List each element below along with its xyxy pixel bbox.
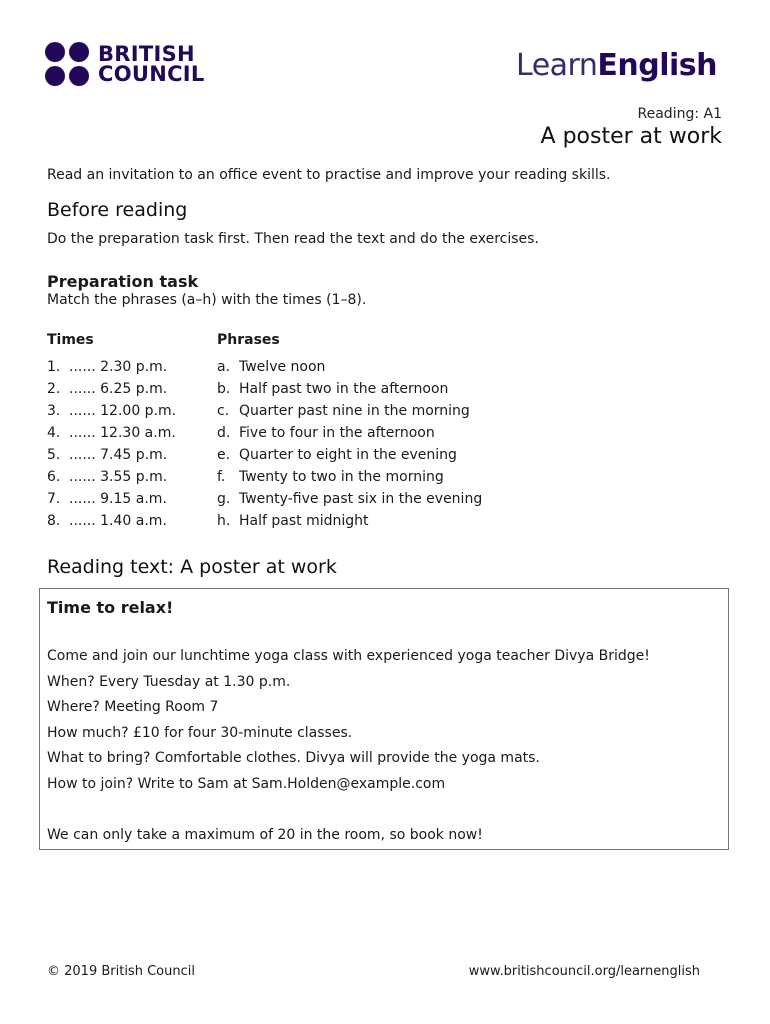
poster-line: Where? Meeting Room 7	[47, 699, 219, 715]
list-item: 4. ...... 12.30 a.m.	[47, 425, 176, 441]
page-title: A poster at work	[540, 124, 722, 149]
poster-title: Time to relax!	[47, 598, 174, 617]
list-item: 2. ...... 6.25 p.m.	[47, 381, 168, 397]
reading-text-heading: Reading text: A poster at work	[47, 556, 337, 578]
phrases-column-header: Phrases	[217, 332, 280, 348]
list-item: h. Half past midnight	[217, 513, 369, 529]
list-item: 1. ...... 2.30 p.m.	[47, 359, 168, 375]
list-item: d. Five to four in the afternoon	[217, 425, 435, 441]
list-item: f. Twenty to two in the morning	[217, 469, 444, 485]
logo-dots-icon	[45, 42, 89, 86]
poster-line: What to bring? Comfortable clothes. Divya will provide the yoga mats.	[47, 750, 540, 766]
logo-wordmark: BRITISH COUNCIL	[98, 42, 205, 86]
list-item: a. Twelve noon	[217, 359, 326, 375]
poster-line: When? Every Tuesday at 1.30 p.m.	[47, 674, 291, 690]
level-label: Reading: A1	[637, 106, 722, 122]
list-item: 8. ...... 1.40 a.m.	[47, 513, 167, 529]
list-item: 6. ...... 3.55 p.m.	[47, 469, 168, 485]
list-item: b. Half past two in the afternoon	[217, 381, 449, 397]
list-item: c. Quarter past nine in the morning	[217, 403, 470, 419]
british-council-logo	[45, 42, 205, 86]
preparation-instruction: Match the phrases (a–h) with the times (1–8).	[47, 292, 367, 308]
footer-copyright: © 2019 British Council	[47, 964, 195, 979]
before-reading-heading: Before reading	[47, 199, 188, 221]
times-column-header: Times	[47, 332, 94, 348]
poster-line: Come and join our lunchtime yoga class with experienced yoga teacher Divya Bridge!	[47, 648, 650, 664]
list-item: 7. ...... 9.15 a.m.	[47, 491, 167, 507]
poster-box	[39, 588, 729, 850]
list-item: g. Twenty-five past six in the evening	[217, 491, 483, 507]
footer-url-link[interactable]: www.britishcouncil.org/learnenglish	[468, 964, 700, 979]
phrases-list	[217, 356, 482, 532]
poster-closing: We can only take a maximum of 20 in the room, so book now!	[47, 827, 483, 843]
intro-text: Read an invitation to an office event to practise and improve your reading skills.	[47, 167, 611, 183]
list-item: e. Quarter to eight in the evening	[217, 447, 457, 463]
learnenglish-logo: LearnEnglish	[516, 48, 717, 83]
poster-line: How to join? Write to Sam at Sam.Holden@example.com	[47, 776, 446, 792]
preparation-heading: Preparation task	[47, 272, 199, 291]
before-reading-text: Do the preparation task first. Then read the text and do the exercises.	[47, 231, 539, 247]
list-item: 5. ...... 7.45 p.m.	[47, 447, 168, 463]
poster-line: How much? £10 for four 30-minute classes.	[47, 725, 353, 741]
times-list	[47, 356, 176, 532]
list-item: 3. ...... 12.00 p.m.	[47, 403, 177, 419]
